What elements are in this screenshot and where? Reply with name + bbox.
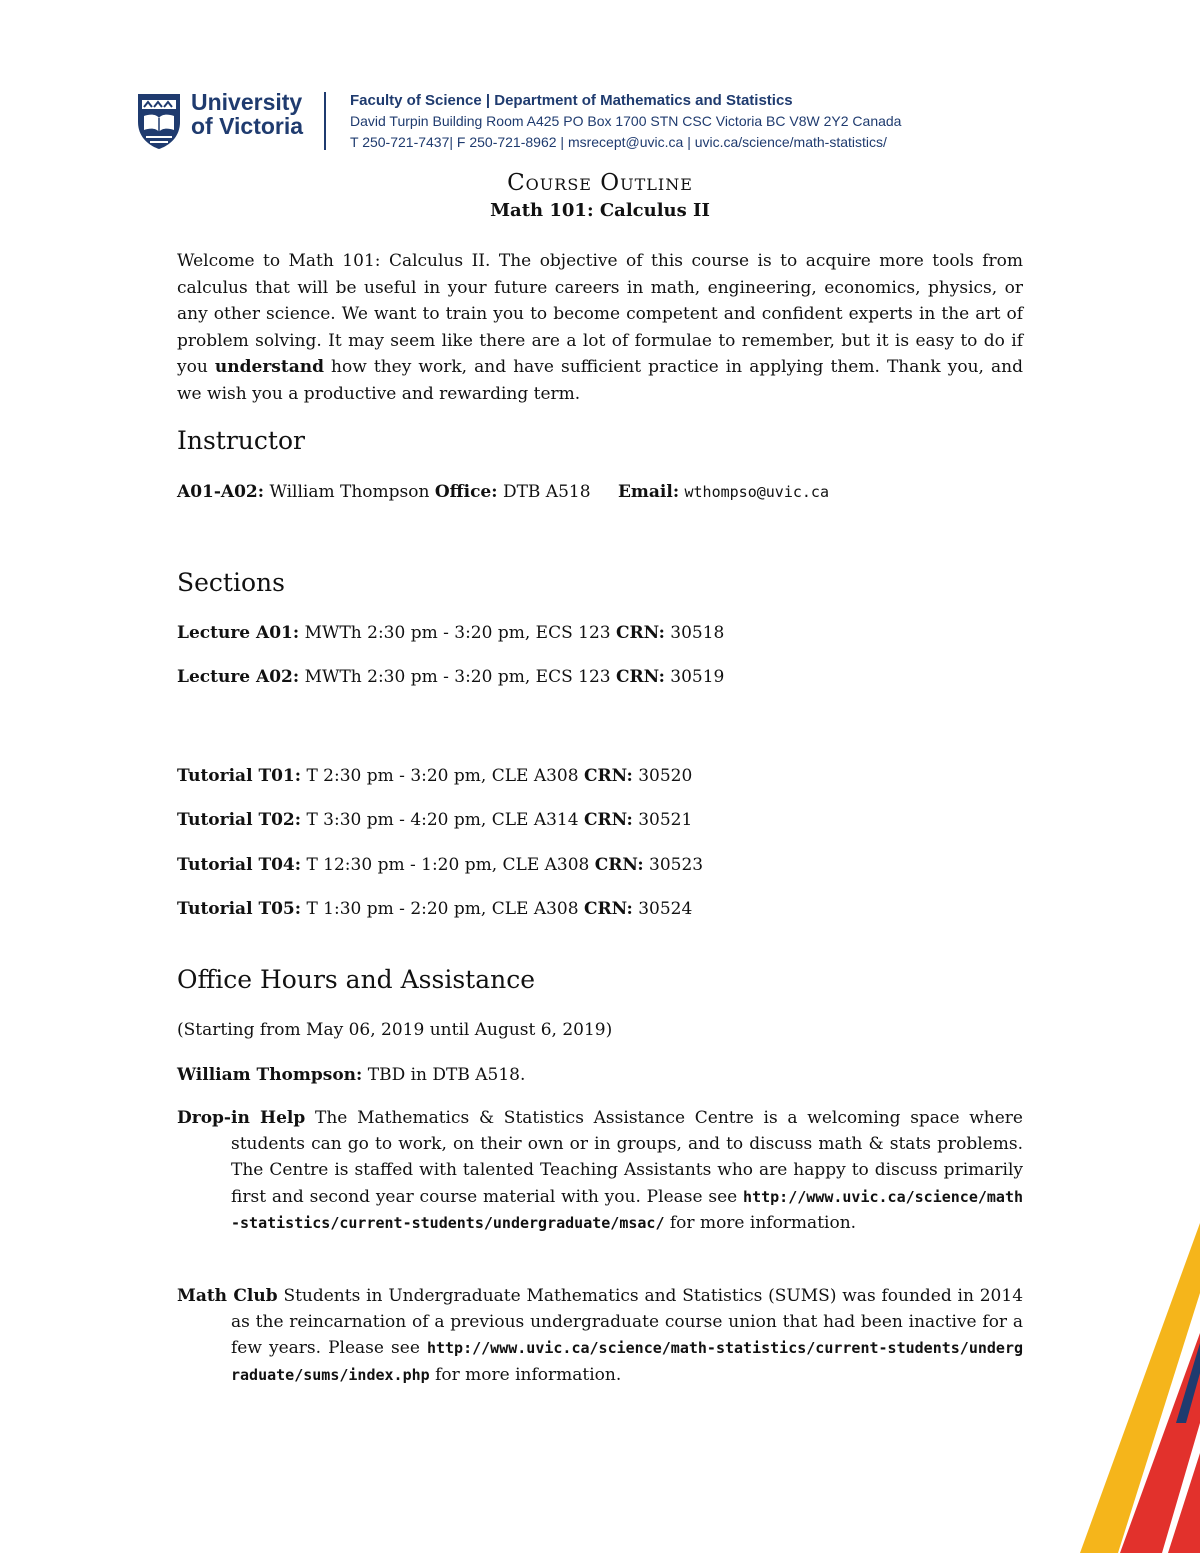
instructor-name: William Thompson (269, 482, 430, 502)
sums-link[interactable]: http://www.uvic.ca/science/math-statistics/current-students/undergraduate/sums/index.php (231, 1339, 1023, 1384)
department-name: Faculty of Science | Department of Mathematics and Statistics (350, 92, 793, 109)
office-label: Office: (434, 482, 498, 502)
document-subtitle: Math 101: Calculus II (490, 200, 710, 221)
intro-emphasis: understand (214, 357, 324, 377)
crn-label: CRN: (594, 855, 644, 875)
section-row (177, 764, 692, 788)
section-label: Tutorial T01: (177, 766, 302, 786)
section-row (177, 808, 692, 832)
section-label: Tutorial T05: (177, 899, 302, 919)
intro-text-1: Welcome to Math 101: Calculus II. The objective of this course is to acquire more tools from calculus that will be useful in your future careers in math, engineering, economics, physics, or any other science. We want to train you to become competent and confident experts in the art of problem solving. It may seem like there are a lot of formulae to remember, but it is easy to do if you (177, 251, 1023, 377)
section-schedule: T 2:30 pm - 3:20 pm, CLE A308 (306, 766, 579, 786)
header-divider (324, 92, 326, 150)
section-schedule: T 12:30 pm - 1:20 pm, CLE A308 (306, 855, 590, 875)
crn-label: CRN: (615, 623, 665, 643)
section-row (177, 897, 692, 921)
section-row (177, 853, 703, 877)
office-room: DTB A518 (502, 482, 591, 502)
office-hours-person (177, 1063, 525, 1087)
crn-value: 30524 (638, 899, 693, 919)
uvic-wordmark (191, 90, 303, 138)
dropin-tail: for more information. (669, 1212, 857, 1233)
crn-label: CRN: (583, 899, 633, 919)
section-label: Tutorial T04: (177, 855, 302, 875)
dropin-label: Drop-in Help (177, 1108, 306, 1128)
email-link[interactable]: wthompso@uvic.ca (684, 483, 829, 501)
section-schedule: T 1:30 pm - 2:20 pm, CLE A308 (306, 899, 579, 919)
math-club-item (177, 1283, 1023, 1388)
club-text: Students in Undergraduate Mathematics and Statistics (SUMS) was founded in 2014 as the reincarnation of a previous undergraduate course union that had been inactive for a few years. Please see (231, 1286, 1024, 1359)
crn-value: 30520 (638, 766, 693, 786)
crn-label: CRN: (615, 667, 665, 687)
section-schedule: T 3:30 pm - 4:20 pm, CLE A314 (306, 810, 579, 830)
section-schedule: MWTh 2:30 pm - 3:20 pm, ECS 123 (304, 667, 611, 687)
club-label: Math Club (177, 1286, 278, 1306)
dropin-text: The Mathematics & Statistics Assistance Centre is a welcoming space where students can go to work, on their own or in groups, and to discuss math & stats problems. The Centre is staffed with talented Teaching Assistants who are happy to discuss primarily first and second year course material with you. Please see (231, 1108, 1023, 1207)
uvic-crest-icon (136, 92, 182, 150)
intro-text-2: how they work, and have sufficient practice in applying them. Thank you, and we wish you a productive and rewarding term. (177, 357, 1023, 404)
title-block (0, 168, 1200, 224)
email-label: Email: (617, 482, 680, 502)
section-schedule: MWTh 2:30 pm - 3:20 pm, ECS 123 (304, 623, 611, 643)
club-tail: for more information. (435, 1364, 622, 1385)
office-hours-dates: (Starting from May 06, 2019 until August 6, 2019) (177, 1020, 613, 1040)
office-hours-heading: Office Hours and Assistance (177, 965, 536, 994)
uvic-logo (136, 90, 316, 154)
document-title: Course Outline (507, 170, 693, 196)
department-phone-email: T 250-721-7437| F 250-721-8962 | msrecept@uvic.ca | uvic.ca/science/math-statistics/ (350, 134, 887, 150)
crn-value: 30519 (670, 667, 725, 687)
msac-link[interactable]: http://www.uvic.ca/science/math-statistics/current-students/undergraduate/msac/ (231, 1187, 1024, 1232)
section-label: Lecture A01: (177, 623, 300, 643)
department-address: David Turpin Building Room A425 PO Box 1700 STN CSC Victoria BC V8W 2Y2 Canada (350, 113, 902, 129)
section-label: Lecture A02: (177, 667, 300, 687)
logo-line-2: of Victoria (191, 113, 304, 139)
section-label: Tutorial T02: (177, 810, 302, 830)
person-label: William Thompson: (177, 1065, 363, 1085)
instructor-section-label: A01-A02: (177, 482, 265, 502)
person-hours: TBD in DTB A518. (367, 1065, 526, 1085)
section-row (177, 665, 724, 689)
crn-value: 30523 (649, 855, 704, 875)
crn-label: CRN: (583, 810, 633, 830)
sections-heading: Sections (177, 568, 285, 597)
department-contact-block (350, 91, 901, 153)
section-row (177, 621, 724, 645)
crn-label: CRN: (583, 766, 633, 786)
crn-value: 30518 (670, 623, 725, 643)
intro-paragraph (177, 248, 1023, 407)
corner-stripes-decoration (1040, 1223, 1200, 1553)
instructor-heading: Instructor (177, 426, 305, 455)
instructor-line (177, 480, 829, 504)
dropin-help-item (177, 1105, 1023, 1236)
logo-line-1: University (191, 89, 303, 115)
crn-value: 30521 (638, 810, 693, 830)
